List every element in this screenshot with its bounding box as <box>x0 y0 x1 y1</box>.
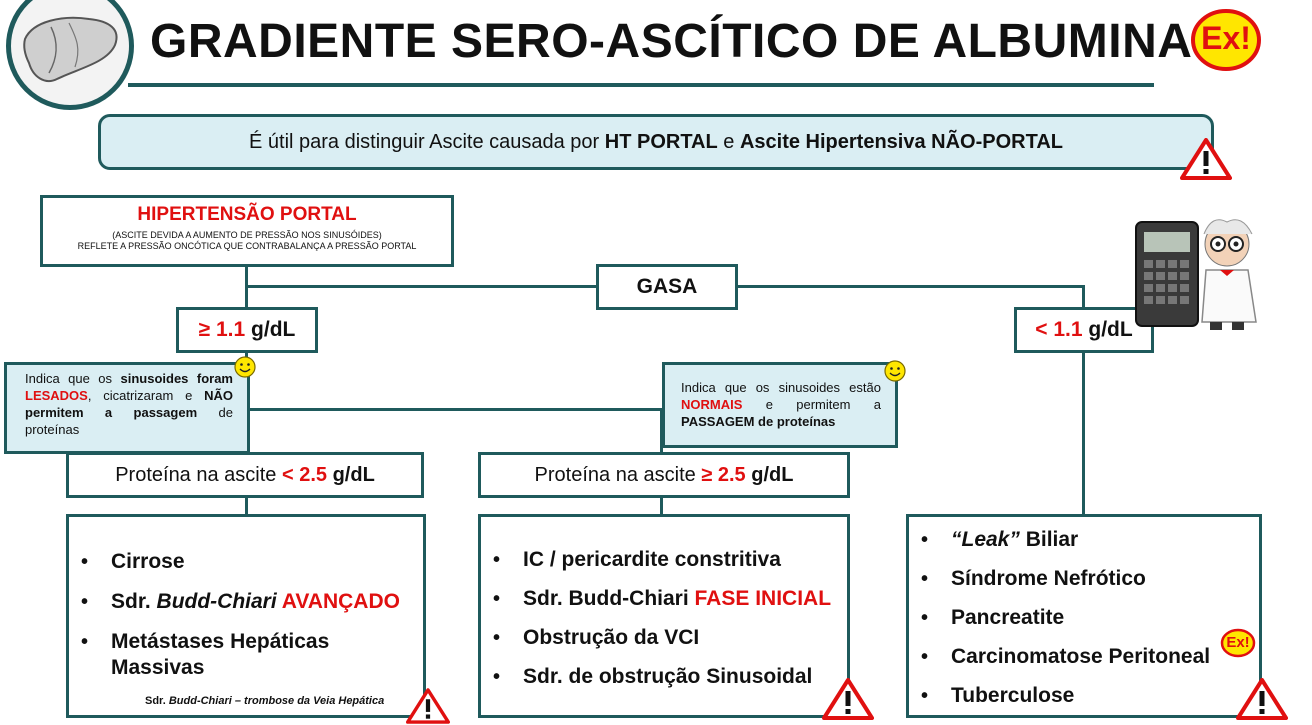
connector <box>1082 285 1085 309</box>
exam-badge-label: Ex! <box>1201 20 1251 56</box>
scientist-calculator-illustration <box>1132 212 1262 336</box>
protein-high-value: ≥ 2.5 <box>701 464 746 486</box>
note-lesados-highlight: LESADOS <box>25 388 88 403</box>
gasa-high-unit: g/dL <box>245 318 296 341</box>
warning-icon <box>1236 678 1288 720</box>
portal-hypertension-title: HIPERTENSÃO PORTAL <box>137 204 357 225</box>
gasa-low-value: < 1.1 <box>1035 318 1083 341</box>
causes-left-box <box>66 514 426 718</box>
banner-bold-portal: HT PORTAL <box>604 131 718 153</box>
list-item: • Obstrução da VCI <box>481 625 847 651</box>
list-item: • Sdr. de obstrução Sinusoidal <box>481 664 847 690</box>
gasa-box <box>596 264 738 310</box>
banner-text-mid: e <box>717 131 740 153</box>
page-title: GRADIENTE SERO-ASCÍTICO DE ALBUMINA <box>150 15 1193 68</box>
exam-badge <box>1190 8 1262 72</box>
list-item: • Síndrome Nefrótico <box>909 566 1259 592</box>
footnote: Sdr. Budd-Chiari – trombose da Veia Hepática <box>145 695 385 707</box>
gasa-low-unit: g/dL <box>1082 318 1133 341</box>
list-item: • Carcinomatose Peritoneal <box>909 644 1259 670</box>
liver-icon <box>11 0 129 105</box>
list-item: • Tuberculose <box>909 683 1259 709</box>
note-normais: Indica que os sinusoides estão NORMAIS e permitem a PASSAGEM de proteínas <box>662 362 898 448</box>
gasa-label: GASA <box>636 275 698 298</box>
list-item: • Cirrose <box>69 549 423 575</box>
list-item: • “Leak” Biliar <box>909 527 1259 553</box>
info-banner <box>98 114 1214 170</box>
connector <box>245 260 248 308</box>
smiley-icon <box>884 360 906 382</box>
list-item: • Pancreatite <box>909 605 1259 631</box>
banner-text-pre: É útil para distinguir Ascite causada por <box>249 131 605 153</box>
list-item: • Sdr. Budd-Chiari AVANÇADO <box>69 589 423 615</box>
protein-high-box: Proteína na ascite ≥ 2.5 g/dL <box>478 452 850 498</box>
connector <box>248 408 662 411</box>
liver-logo <box>6 0 134 110</box>
causes-right-box <box>906 514 1262 718</box>
banner-bold-nonportal: Ascite Hipertensiva NÃO-PORTAL <box>739 131 1063 153</box>
gasa-high-value: ≥ 1.1 <box>198 318 246 341</box>
causes-middle-box <box>478 514 850 718</box>
list-item: • Sdr. Budd-Chiari FASE INICIAL <box>481 586 847 612</box>
portal-hypertension-line1: (ASCITE DEVIDA A AUMENTO DE PRESSÃO NOS SINUSÓIDES) <box>112 230 382 240</box>
protein-low-value: < 2.5 <box>281 464 328 486</box>
note-lesados: Indica que os sinusoides foram LESADOS, cicatrizaram e NÃO permitem a passagem de proteínas <box>4 362 250 454</box>
warning-icon <box>822 678 874 720</box>
list-item: • IC / pericardite constritiva <box>481 547 847 573</box>
title-underline <box>128 83 1154 87</box>
portal-hypertension-box <box>40 195 454 267</box>
smiley-icon <box>234 356 256 378</box>
portal-hypertension-line2: REFLETE A PRESSÃO ONCÓTICA QUE CONTRABALANÇA A PRESSÃO PORTAL <box>77 241 417 251</box>
note-normais-highlight: NORMAIS <box>681 397 743 412</box>
connector <box>245 285 597 288</box>
exam-badge-small: Ex! <box>1220 628 1256 658</box>
list-item: • Metástases Hepáticas Massivas <box>69 629 341 681</box>
connector <box>737 285 1085 288</box>
gasa-high-box <box>176 307 318 353</box>
warning-icon <box>406 688 450 724</box>
protein-low-box: Proteína na ascite < 2.5 g/dL <box>66 452 424 498</box>
warning-icon <box>1180 138 1232 180</box>
connector <box>1082 353 1085 517</box>
